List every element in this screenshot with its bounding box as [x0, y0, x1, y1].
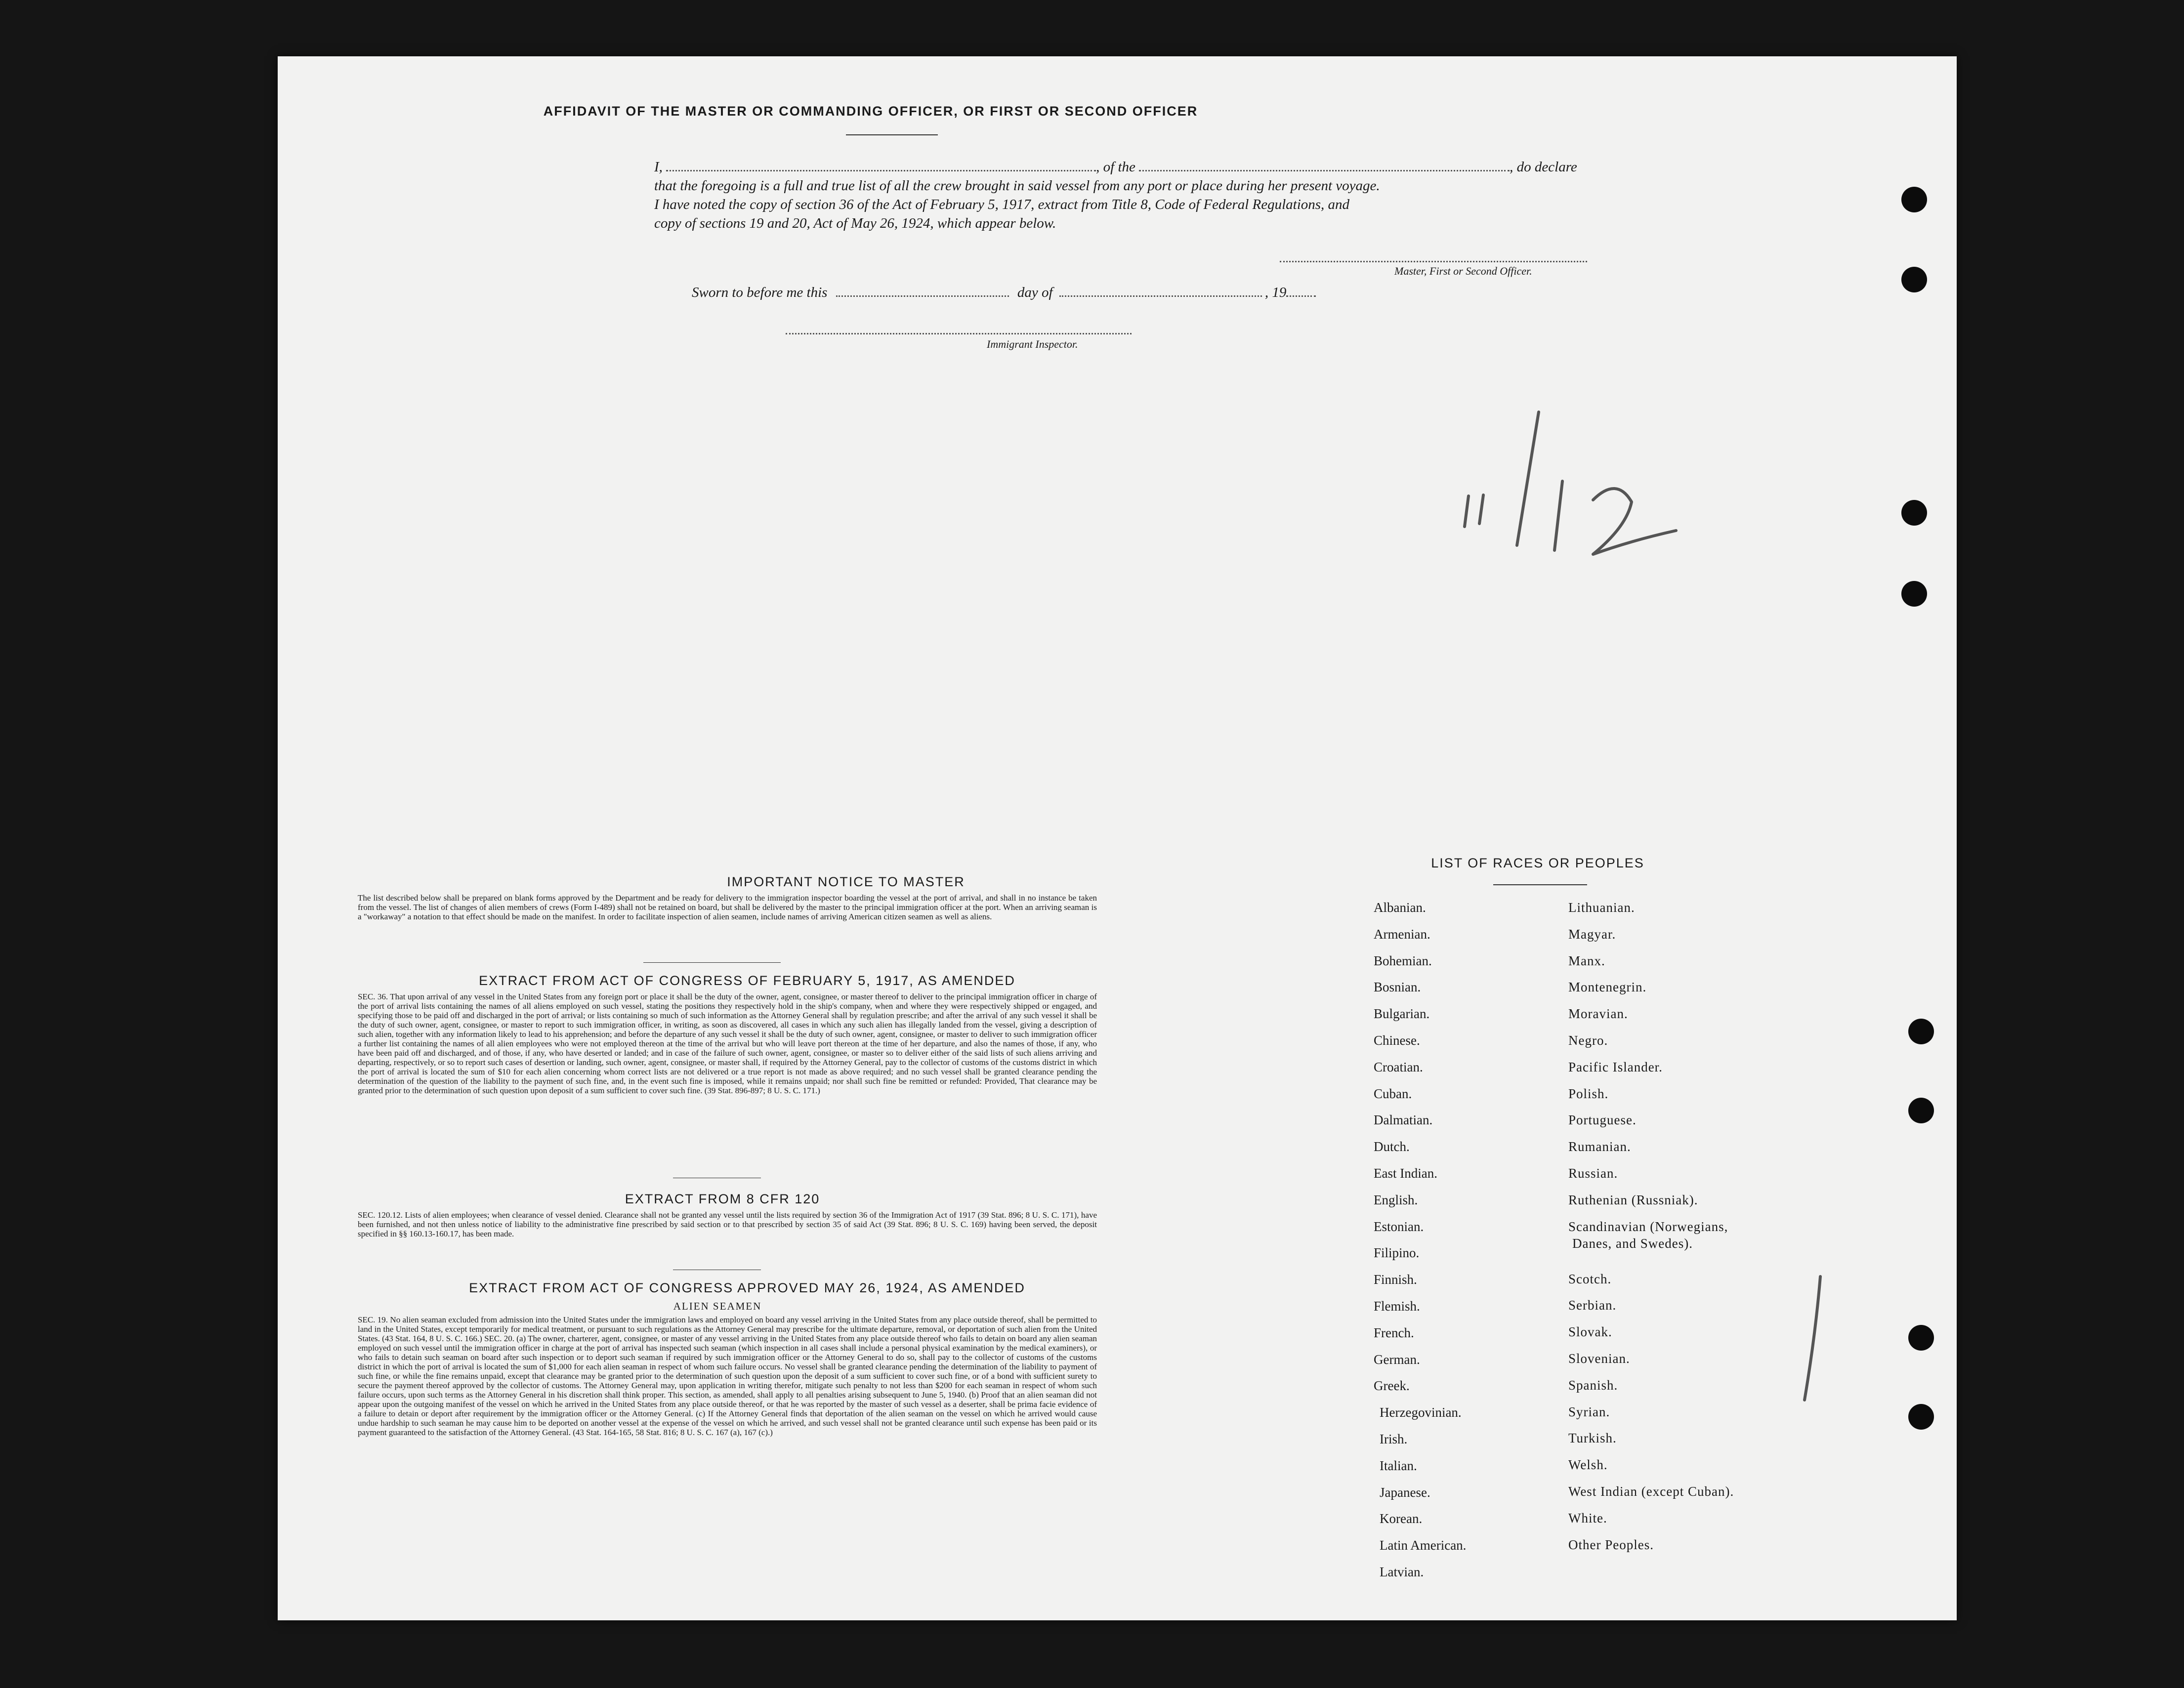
handwritten-fraction: [1454, 397, 1750, 575]
hw-slash: [1517, 412, 1539, 545]
race-item: Lithuanian.: [1568, 900, 1635, 915]
notice-body: The list described below shall be prepared on blank forms approved by the Department and be ready for delivery to the immigration inspector boarding the vessel at the port of arrival, and shall in no instance be taken from the vessel. The list of changes of alien members of crews (Form I-489) shall not be retained on board, but shall be delivered by the master to the principal immigration officer at the port. When an arriving seaman is a "workaway" a notation to that effect should be made on the manifest. In order to facilitate inspection of alien seamen, include names of arriving American citizen seamen as well as aliens.: [358, 893, 1097, 921]
race-item: Montenegrin.: [1568, 980, 1647, 995]
affidavit-line-2: that the foregoing is a full and true list of all the crew brought in said vessel from any port or place during her present voyage.: [654, 178, 1380, 194]
punch-hole: [1901, 187, 1927, 212]
race-item: French.: [1374, 1325, 1414, 1340]
race-item: Filipino.: [1374, 1245, 1420, 1261]
document-page: [278, 56, 1957, 1620]
hw-digit-2: [1593, 489, 1676, 554]
sworn-line: [692, 285, 1316, 301]
sworn-label: Sworn to before me this: [692, 285, 828, 300]
race-item: Latin American.: [1380, 1538, 1467, 1553]
punch-hole: [1901, 581, 1927, 607]
master-signature-line[interactable]: [1280, 261, 1587, 262]
race-item: Slovak.: [1568, 1324, 1612, 1340]
hw-digit-1b: [1479, 495, 1483, 524]
race-item: White.: [1568, 1510, 1607, 1525]
race-item: Polish.: [1568, 1086, 1609, 1101]
race-item: Magyar.: [1568, 926, 1616, 942]
race-item: Negro.: [1568, 1033, 1608, 1048]
race-item: Flemish.: [1374, 1299, 1420, 1314]
race-item: Finnish.: [1374, 1272, 1417, 1287]
year-label: , 19: [1264, 285, 1287, 300]
race-item: Armenian.: [1374, 926, 1430, 942]
race-item: Spanish.: [1568, 1377, 1618, 1393]
race-item: Portuguese.: [1568, 1112, 1637, 1128]
race-item: Bohemian.: [1374, 953, 1432, 968]
race-item: Irish.: [1380, 1432, 1408, 1446]
race-item: West Indian (except Cuban).: [1568, 1484, 1734, 1499]
race-item: Danes, and Swedes).: [1572, 1235, 1693, 1251]
cfr-body: SEC. 120.12. Lists of alien employees; when clearance of vessel denied. Clearance shall not be granted any vessel until the lists required by section 36 of the Immigration Act of 1917 (39 Stat. 896; 8 U. S. C. 171), have been furnished, and not then unless notice of liability to the administrative fine prescribed by said section or to that prescribed by section 35 of said Act (39 Stat. 896; 8 U. S. C. 169) having been served, the deposit specified in §§ 160.13-160.17, has been made.: [358, 1210, 1097, 1238]
race-item: Welsh.: [1568, 1457, 1608, 1473]
month-blank[interactable]: [1059, 295, 1262, 297]
extract-1924-title: EXTRACT FROM ACT OF CONGRESS APPROVED MAY 26, 1924, AS AMENDED: [469, 1280, 1025, 1295]
race-item: Dutch.: [1374, 1139, 1410, 1154]
punch-hole: [1901, 267, 1927, 292]
alien-seamen-subtitle: ALIEN SEAMEN: [673, 1300, 762, 1312]
race-item: Italian.: [1380, 1458, 1417, 1473]
do-declare-label: , do declare: [1510, 159, 1577, 175]
punch-hole: [1908, 1098, 1934, 1123]
punch-hole: [1908, 1325, 1934, 1351]
punch-hole: [1908, 1404, 1934, 1430]
race-item: English.: [1374, 1192, 1418, 1207]
race-item: Pacific Islander.: [1568, 1059, 1663, 1074]
race-item: Manx.: [1568, 953, 1605, 968]
race-item: Japanese.: [1380, 1484, 1430, 1500]
race-item: Turkish.: [1568, 1431, 1617, 1446]
race-item: Rumanian.: [1568, 1139, 1631, 1154]
extract-1917-title: EXTRACT FROM ACT OF CONGRESS OF FEBRUARY 5, 1917, AS AMENDED: [479, 973, 1015, 988]
race-item: Dalmatian.: [1374, 1112, 1433, 1128]
affidavit-line-4: copy of sections 19 and 20, Act of May 26, 1924, which appear below.: [654, 215, 1056, 231]
race-item: Croatian.: [1374, 1059, 1423, 1074]
punch-hole: [1908, 1019, 1934, 1044]
year-blank[interactable]: [1286, 295, 1316, 297]
inspector-signature-label: Immigrant Inspector.: [987, 338, 1078, 350]
race-item: Other Peoples.: [1568, 1537, 1654, 1552]
race-item: Herzegovinian.: [1380, 1405, 1462, 1420]
extract-1917-body: SEC. 36. That upon arrival of any vessel in the United States from any foreign port or place it shall be the duty of the owner, agent, consignee, or master thereof to deliver to the principal immigration officer in charge of the port of arrival lists containing the names of all aliens employed on such vessel, stating the positions they respectively hold in the ship's company, when and where they were respectively shipped or engaged, and specifying those to be paid off and discharged in the port of arrival; or lists containing so much of such information as the Attorney General shall by regulation prescribe; and after the arrival of any such vessel it shall be the duty of such owner, agent, consignee, or master to report to such immigration officer, in writing, as soon as discovered, all cases in which any such alien has illegally landed from the vessel, giving a description of such alien, together with any information likely to lead to his apprehension; and before the departure of any such vessel it shall be the duty of such owner, agent, consignee, or master to deliver to such immigration officer a further list containing the names of all alien employees who were not employed thereon at the time of the arrival but who will leave port thereon at the time of her departure, and also the names of those, if any, who have been paid off and discharged, and of those, if any, who have deserted or landed; and in case of the failure of such owner, agent, consignee, or master so to deliver either of the said lists of such aliens arriving and departing, respectively, or so to report such cases of desertion or landing, such owner, agent, consignee, or master shall, if required by the Attorney General, pay to the collector of customs of the customs district in which the port of arrival is located the sum of $10 for each alien concerning whom correct lists are not delivered or a true report is not made as above required; and no such vessel shall be granted clearance pending the determination of the question of the liability to the payment of such fine, and, in the event such fine is imposed, while it remains unpaid; nor shall such fine be remitted or refunded: Provided, That clearance may be granted prior to the determination of such question upon deposit of a sum sufficient to cover such fine. (39 Stat. 896-897; 8 U. S. C. 171.): [358, 992, 1097, 1095]
divider: [643, 962, 781, 963]
inspector-signature-line[interactable]: [786, 333, 1132, 334]
day-blank[interactable]: [836, 295, 1009, 297]
race-item: Cuban.: [1374, 1086, 1412, 1101]
race-item: Latvian.: [1380, 1564, 1424, 1579]
race-item: Korean.: [1380, 1511, 1423, 1526]
race-item: Estonian.: [1374, 1219, 1424, 1234]
race-item: Slovenian.: [1568, 1351, 1630, 1366]
race-item: Chinese.: [1374, 1033, 1420, 1048]
master-signature-label: Master, First or Second Officer.: [1394, 265, 1532, 277]
race-item: Moravian.: [1568, 1006, 1628, 1022]
divider: [1493, 884, 1587, 885]
affidavit-title: AFFIDAVIT OF THE MASTER OR COMMANDING OFFICER, OR FIRST OR SECOND OFFICER: [543, 104, 1198, 119]
race-item: German.: [1374, 1352, 1420, 1367]
name-blank[interactable]: [666, 170, 1096, 171]
race-item: Bulgarian.: [1374, 1006, 1430, 1022]
race-item: Scandinavian (Norwegians,: [1568, 1219, 1728, 1234]
punch-hole: [1901, 500, 1927, 526]
i-label: I,: [654, 159, 663, 175]
handwritten-mark: [1796, 1267, 1830, 1410]
race-item: Greek.: [1374, 1378, 1410, 1394]
divider: [846, 134, 938, 135]
race-item: Russian.: [1568, 1166, 1618, 1181]
race-item: East Indian.: [1374, 1166, 1437, 1181]
hw-digit-1a: [1465, 496, 1469, 527]
extract-1924-body: SEC. 19. No alien seaman excluded from admission into the United States under the immigration laws and employed on board any vessel arriving in the United States from any place outside thereof, shall be permitted to land in the United States, except temporarily for medical treatment, or pursuant to such regulations as the Attorney General may prescribe for the ultimate departure, removal, or deportation of such alien from the United States. (43 Stat. 164, 8 U. S. C. 166.) SEC. 20. (a) The owner, charterer, agent, consignee, or master of any vessel arriving in the United States from any place outside thereof who fails to detain on board any alien seaman employed on such vessel until the immigration officer in charge at the port of arrival has inspected such seaman (which inspection in all cases shall include a personal physical examination by the medical examiners), or who fails to detain such seaman on board after such inspection or to deport such seaman if required by such immigration officer or the Attorney General to do so, shall pay to the collector of customs of the customs district in which the port of arrival is located the sum of $1,000 for each alien seaman in respect of whom such failure occurs. No vessel shall be granted clearance pending the determination of the liability to payment of such fine, or while the fine remains unpaid, except that clearance may be granted prior to the determination of such question upon the deposit of a sum sufficient to cover such fine, or of a bond with sufficient surety to secure the payment thereof approved by the collector of customs. The Attorney General may, upon application in writing therefor, mitigate such penalty to not less than $200 for each seaman in respect of whom such failure occurs, upon such terms as the Attorney General in his discretion shall think proper. This section, as amended, shall apply to all penalties arising subsequent to June 5, 1940. (b) Proof that an alien seaman did not appear upon the outgoing manifest of the vessel on which he arrived in the United States from any place outside thereof, or that he was reported by the master of such vessel as a deserter, shall be prima facie evidence of a failure to detain or deport after requirement by the immigration officer or the Attorney General. (c) If the Attorney General finds that deportation of the alien seaman on the vessel on which he arrived would cause undue hardship to such seaman he may cause him to be deported on another vessel at the expense of the vessel on which he arrived, and such vessel shall not be granted clearance until such expense has been paid or its payment guaranteed to the satisfaction of the Attorney General. (43 Stat. 164-165, 58 Stat. 816; 8 U. S. C. 167 (a), 167 (c).): [358, 1315, 1097, 1437]
hw-digit-1c: [1554, 481, 1562, 550]
notice-title: IMPORTANT NOTICE TO MASTER: [727, 874, 965, 889]
race-item: Serbian.: [1568, 1298, 1617, 1313]
races-title: LIST OF RACES OR PEOPLES: [1431, 856, 1644, 870]
race-item: Ruthenian (Russniak).: [1568, 1192, 1698, 1207]
race-item: Scotch.: [1568, 1271, 1612, 1286]
of-the-label: , of the: [1096, 159, 1135, 175]
day-of-label: day of: [1017, 285, 1053, 300]
vessel-blank[interactable]: [1139, 170, 1510, 171]
cfr-title: EXTRACT FROM 8 CFR 120: [625, 1192, 820, 1206]
race-item: Bosnian.: [1374, 980, 1421, 995]
race-item: Albanian.: [1374, 900, 1426, 915]
affidavit-line-1: [654, 159, 1865, 175]
race-item: Syrian.: [1568, 1404, 1610, 1419]
affidavit-line-3: I have noted the copy of section 36 of the Act of February 5, 1917, extract from Title 8, Code of Federal Regulations, and: [654, 197, 1350, 212]
